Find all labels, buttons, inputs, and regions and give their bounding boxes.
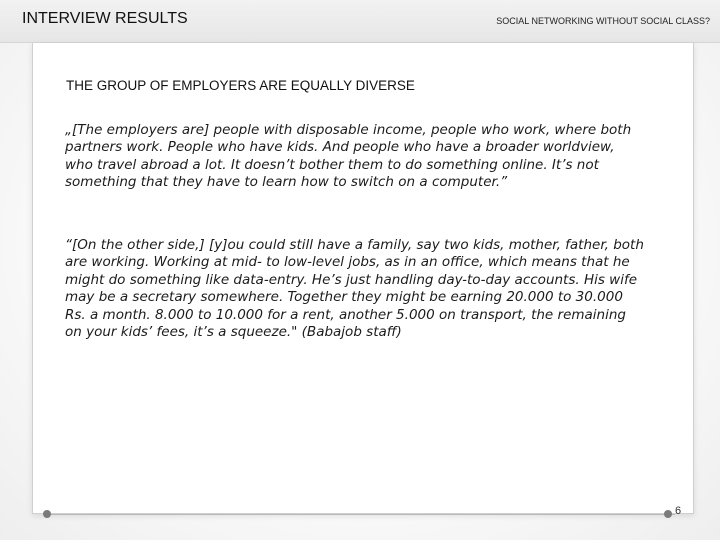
footer-dot-right xyxy=(664,510,672,518)
slide-heading: THE GROUP OF EMPLOYERS ARE EQUALLY DIVERSE xyxy=(66,78,415,93)
footer-rule xyxy=(45,514,675,515)
header-bar xyxy=(0,0,720,43)
presentation-title: SOCIAL NETWORKING WITHOUT SOCIAL CLASS? xyxy=(496,16,710,26)
section-title: INTERVIEW RESULTS xyxy=(22,10,188,27)
page-number: 6 xyxy=(675,505,682,517)
footer-dot-left xyxy=(43,510,51,518)
employer-quote-1: „[The employers are] people with disposable income, people who work, where both partners work. People who have kids. And people who have a broader worldview, who travel abroad a lot. It doesn’t bother them to do something online. It’s not something that they have to learn how to switch on a computer.” xyxy=(65,122,632,191)
employer-quote-2: “[On the other side,] [y]ou could still have a family, say two kids, mother, father, both are working. Working at mid- to low-level jobs, as in an office, which means that he might do something like data-entry. He’s just handling day-to-day accounts. His wife may be a secretary somewhere. Together they might be earning 20.000 to 30.000 Rs. a month. 8.000 to 10.000 for a rent, another 5.000 on transport, the remaining on your kids’ fees, it’s a squeeze." (Babajob staff) xyxy=(65,237,644,341)
